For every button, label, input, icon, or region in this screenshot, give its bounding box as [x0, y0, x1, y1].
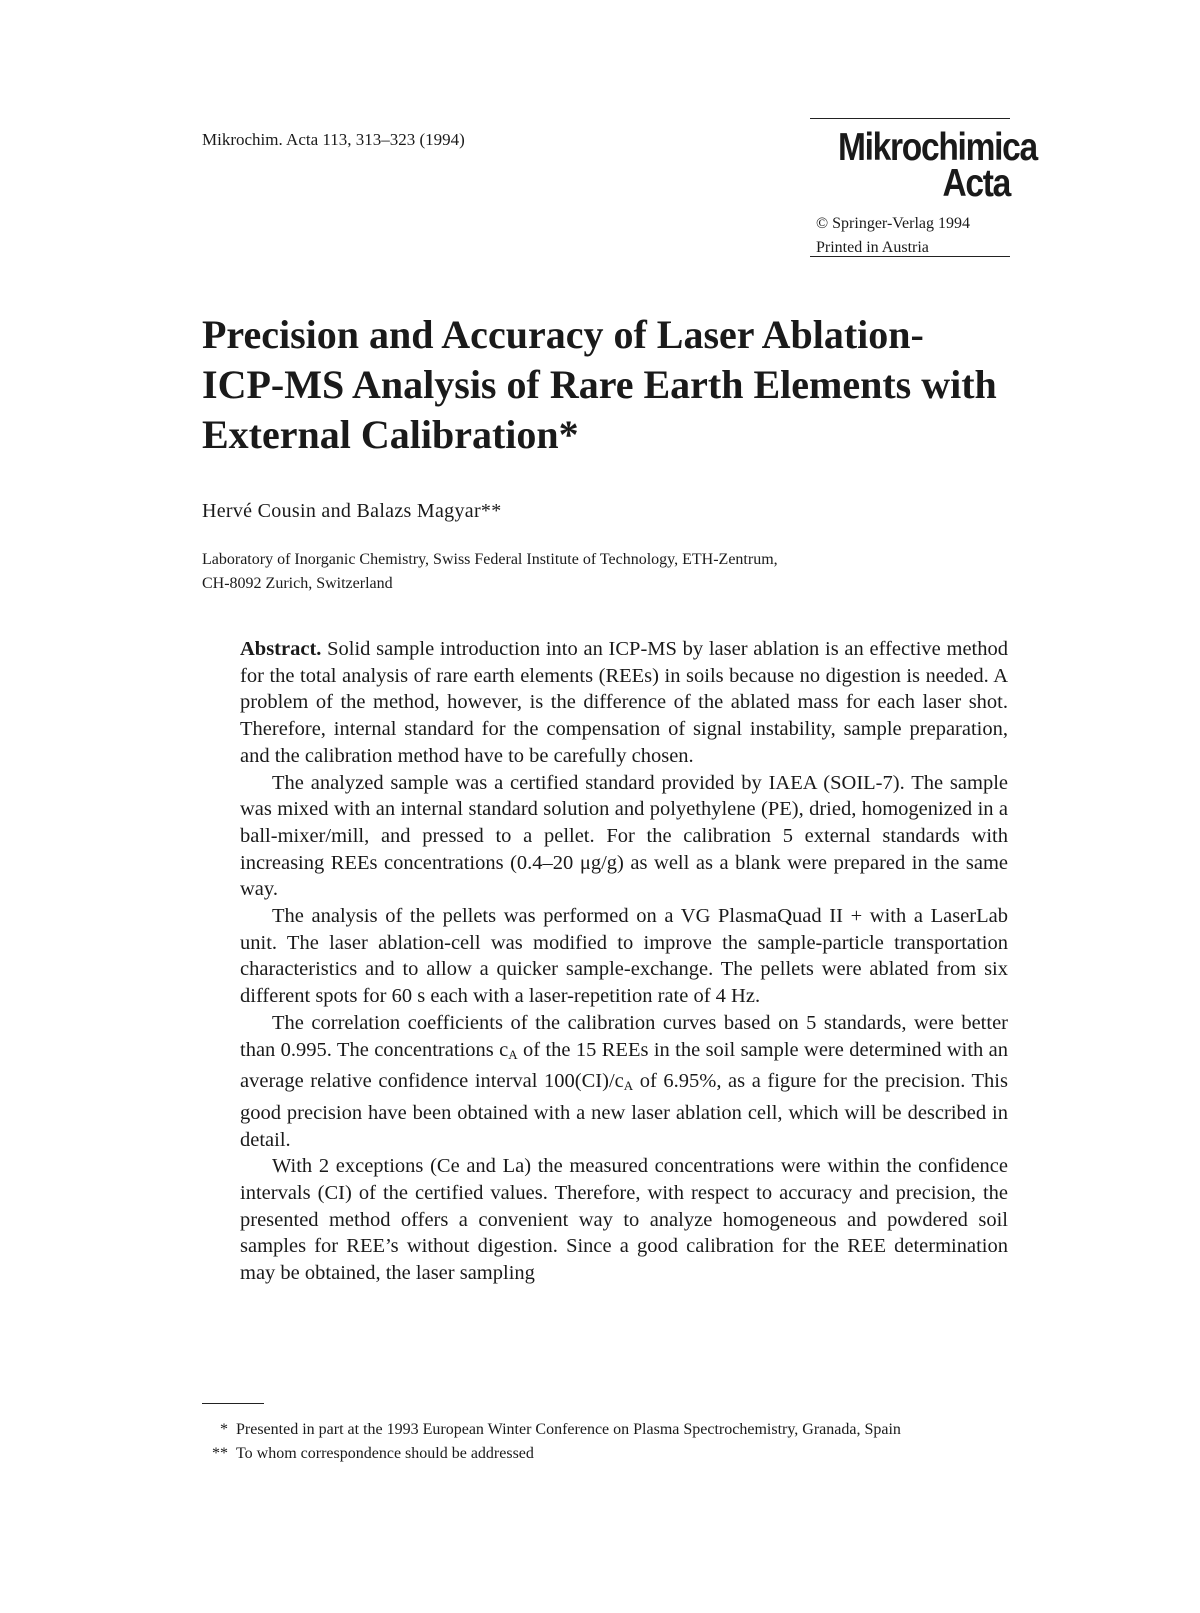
- publisher-info: [816, 212, 970, 260]
- footnote-2: [202, 1442, 1010, 1466]
- copyright-line: © Springer-Verlag 1994: [816, 215, 971, 232]
- abstract: [240, 636, 1008, 1287]
- affiliation-line-1: Laboratory of Inorganic Chemistry, Swiss Federal Institute of Technology, ETH-Zentrum,: [202, 551, 778, 568]
- abstract-paragraph-3: The analysis of the pellets was performed on a VG PlasmaQuad II + with a LaserLab unit. The laser ablation-cell was modified to improve the sample-particle transportation characteristics and to allow a quicker sample-exchange. The pellets were ablated from six different spots for 60 s each with a laser-repetition rate of 4 Hz.: [240, 905, 1008, 1008]
- title-line-1: Precision and Accuracy of Laser Ablation-: [202, 312, 924, 357]
- footnote-mark-2: **: [212, 1445, 228, 1462]
- abstract-paragraph-2: The analyzed sample was a certified standard provided by IAEA (SOIL-7). The sample was mixed with an internal standard solution and polyethylene (PE), dried, homogenized in a ball-mixer/mill, and pressed to a pellet. For the calibration 5 external standards with increasing REEs concentrations (0.4–20 μg/g) as well as a blank were prepared in the same way.: [240, 771, 1008, 901]
- footnote-mark-1: *: [220, 1421, 228, 1438]
- logo-line-1: Mikrochimica: [838, 126, 1037, 169]
- printed-line: Printed in Austria: [816, 239, 929, 256]
- footnote-1: [202, 1418, 1010, 1442]
- footnote-text-1: Presented in part at the 1993 European Winter Conference on Plasma Spectrochemistry, Granada, Spain: [236, 1421, 901, 1438]
- title-line-3: External Calibration*: [202, 412, 579, 457]
- abstract-text-4b: of the 15 REEs in the soil sample were determined with an average relative confidence interval 100(CI)/c: [240, 1038, 1009, 1093]
- footnote-text-2: To whom correspondence should be addressed: [236, 1445, 534, 1462]
- logo-line-2: Acta: [942, 162, 1010, 205]
- abstract-text-1: Solid sample introduction into an ICP-MS by laser ablation is an effective method for the total analysis of rare earth elements (REEs) in soils because no digestion is needed. A problem of the method, however, is the difference of the ablated mass for each laser shot. Therefore, internal standard for the compensation of signal instability, sample preparation, and the calibration method have to be carefully chosen.: [240, 638, 1008, 767]
- logo-top-rule: [810, 118, 1010, 119]
- subscript-a-1: A: [508, 1046, 518, 1062]
- footnotes: [202, 1418, 1010, 1466]
- abstract-text-4c: of 6.95%, as a figure for the precision. This good precision have been obtained with a new laser ablation cell, which will be described in detail.: [240, 1070, 1008, 1151]
- authors: Hervé Cousin and Balazs Magyar**: [202, 500, 502, 522]
- abstract-text-4a: The correlation coefficients of the calibration curves based on 5 standards, were better than 0.995. The concentrations c: [240, 1011, 1008, 1061]
- subscript-a-2: A: [623, 1078, 634, 1094]
- abstract-paragraph-1: [240, 636, 1008, 770]
- footnote-rule: [202, 1403, 264, 1404]
- title-line-2: ICP-MS Analysis of Rare Earth Elements with: [202, 362, 997, 407]
- abstract-paragraph-4: [240, 1010, 1008, 1154]
- journal-citation: Mikrochim. Acta 113, 313–323 (1994): [202, 130, 465, 149]
- abstract-label: Abstract.: [240, 638, 322, 660]
- affiliation-line-2: CH-8092 Zurich, Switzerland: [202, 575, 393, 592]
- logo-bottom-rule: [810, 256, 1010, 257]
- journal-logo: [838, 126, 1037, 205]
- affiliation: [202, 548, 1002, 596]
- abstract-paragraph-5: With 2 exceptions (Ce and La) the measured concentrations were within the confidence intervals (CI) of the certified values. Therefore, with respect to accuracy and precision, the presented method offers a convenient way to analyze homogeneous and powdered soil samples for REE’s without digestion. Since a good calibration for the REE determination may be obtained, the laser sampling: [240, 1155, 1008, 1285]
- article-title: [202, 310, 1022, 460]
